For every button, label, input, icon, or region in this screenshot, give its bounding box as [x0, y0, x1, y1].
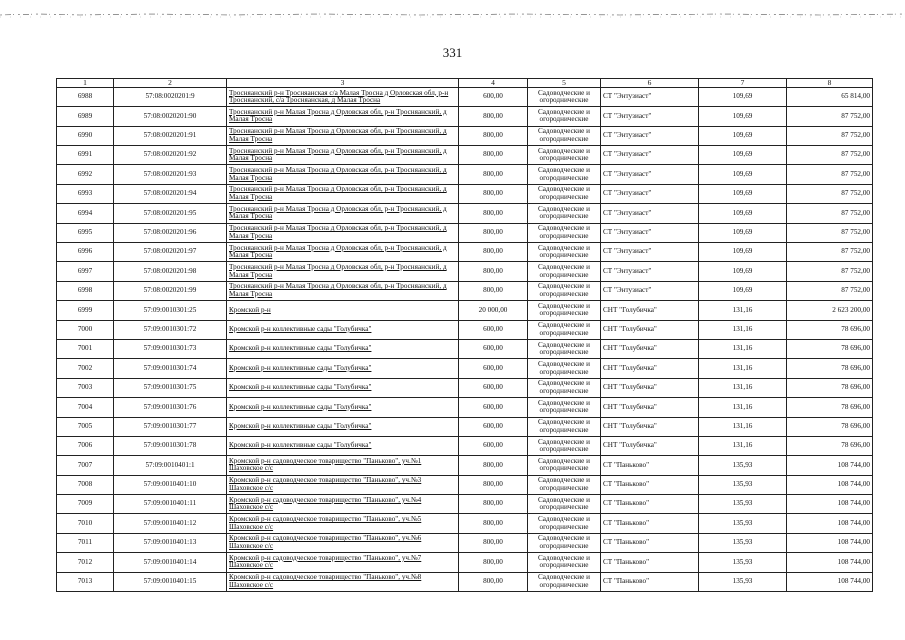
row-number-cell: 6989	[57, 107, 114, 126]
owner-cell: СТ "Энтузиаст"	[601, 243, 699, 262]
cadastral-number-cell: 57:09:0010301:76	[114, 398, 227, 417]
owner-cell: СТ "Энтузиаст"	[601, 126, 699, 145]
owner-cell: СТ "Паньково"	[601, 572, 699, 591]
specific-value-cell: 109,69	[699, 281, 787, 300]
cadastral-value-cell: 78 696,00	[787, 398, 873, 417]
address-cell: Кромской р-н коллективные сады "Голубичка"	[227, 436, 459, 455]
owner-cell: СНТ "Голубичка"	[601, 378, 699, 397]
specific-value-cell: 109,69	[699, 204, 787, 223]
row-number-cell: 6990	[57, 126, 114, 145]
area-cell: 800,00	[459, 204, 528, 223]
land-use-category-cell: Садоводческие и огороднические	[528, 107, 601, 126]
area-cell: 600,00	[459, 378, 528, 397]
cadastral-number-cell: 57:09:0010401:13	[114, 533, 227, 552]
cadastral-value-cell: 87 752,00	[787, 107, 873, 126]
address-cell: Кромской р-н коллективные сады "Голубичка"	[227, 359, 459, 378]
area-cell: 800,00	[459, 223, 528, 242]
specific-value-cell: 135,93	[699, 475, 787, 494]
row-number-cell: 6995	[57, 223, 114, 242]
row-number-cell: 7002	[57, 359, 114, 378]
specific-value-cell: 109,69	[699, 262, 787, 281]
owner-cell: СТ "Энтузиаст"	[601, 184, 699, 203]
row-number-cell: 7011	[57, 533, 114, 552]
land-use-category-cell: Садоводческие и огороднические	[528, 514, 601, 533]
specific-value-cell: 131,16	[699, 398, 787, 417]
area-cell: 600,00	[459, 339, 528, 358]
table-row	[57, 572, 873, 591]
cadastral-value-cell: 87 752,00	[787, 146, 873, 165]
cadastral-number-cell: 57:08:0020201:94	[114, 184, 227, 203]
table-row	[57, 146, 873, 165]
owner-cell: СТ "Энтузиаст"	[601, 223, 699, 242]
column-number-4: 4	[459, 79, 528, 88]
land-use-category-cell: Садоводческие и огороднические	[528, 146, 601, 165]
land-use-category-cell: Садоводческие и огороднические	[528, 572, 601, 591]
owner-cell: СНТ "Голубичка"	[601, 417, 699, 436]
specific-value-cell: 109,69	[699, 184, 787, 203]
area-cell: 800,00	[459, 514, 528, 533]
owner-cell: СТ "Энтузиаст"	[601, 107, 699, 126]
table-row	[57, 107, 873, 126]
land-use-category-cell: Садоводческие и огороднические	[528, 533, 601, 552]
address-cell: Кромской р-н садоводческое товарищество "Паньково", уч.№8 Шаховское с/с	[227, 572, 459, 591]
specific-value-cell: 131,16	[699, 359, 787, 378]
table-row	[57, 533, 873, 552]
specific-value-cell: 109,69	[699, 146, 787, 165]
address-cell: Тросняанский р-н Малая Тросна д Орловская обл, р-н Тросняанский, д Малая Тросна	[227, 126, 459, 145]
scan-artifact-line	[0, 6, 905, 20]
land-use-category-cell: Садоводческие и огороднические	[528, 184, 601, 203]
cadastral-value-cell: 108 744,00	[787, 572, 873, 591]
land-use-category-cell: Садоводческие и огороднические	[528, 475, 601, 494]
land-use-category-cell: Садоводческие и огороднические	[528, 87, 601, 106]
specific-value-cell: 131,16	[699, 436, 787, 455]
row-number-cell: 7010	[57, 514, 114, 533]
table-row	[57, 204, 873, 223]
specific-value-cell: 131,16	[699, 301, 787, 320]
row-number-cell: 6993	[57, 184, 114, 203]
address-cell: Тросняанский р-н Малая Тросна д Орловская обл, р-н Тросняанский, д Малая Тросна	[227, 281, 459, 300]
owner-cell: СТ "Энтузиаст"	[601, 262, 699, 281]
address-cell: Кромской р-н	[227, 301, 459, 320]
cadastral-number-cell: 57:09:0010301:77	[114, 417, 227, 436]
cadastral-value-cell: 108 744,00	[787, 514, 873, 533]
row-number-cell: 6996	[57, 243, 114, 262]
area-cell: 800,00	[459, 184, 528, 203]
cadastral-number-cell: 57:09:0010301:25	[114, 301, 227, 320]
address-cell: Кромской р-н садоводческое товарищество "Паньково", уч.№4 Шаховское с/с	[227, 495, 459, 514]
area-cell: 800,00	[459, 553, 528, 572]
owner-cell: СТ "Паньково"	[601, 533, 699, 552]
address-cell: Кромской р-н коллективные сады "Голубичка"	[227, 320, 459, 339]
cadastral-number-cell: 57:08:0020201:99	[114, 281, 227, 300]
land-use-category-cell: Садоводческие и огороднические	[528, 320, 601, 339]
cadastral-value-cell: 87 752,00	[787, 184, 873, 203]
area-cell: 800,00	[459, 146, 528, 165]
address-cell: Тросняанский р-н Малая Тросна д Орловская обл, р-н Тросняанский, д Малая Тросна	[227, 223, 459, 242]
area-cell: 600,00	[459, 398, 528, 417]
land-use-category-cell: Садоводческие и огороднические	[528, 436, 601, 455]
address-cell: Кромской р-н садоводческое товарищество "Паньково", уч.№1 Шаховское с/с	[227, 456, 459, 475]
area-cell: 600,00	[459, 436, 528, 455]
address-cell: Тросняанский р-н Малая Тросна д Орловская обл, р-н Тросняанский, д Малая Тросна	[227, 204, 459, 223]
cadastral-value-cell: 108 744,00	[787, 533, 873, 552]
cadastral-number-cell: 57:09:0010401:11	[114, 495, 227, 514]
row-number-cell: 6999	[57, 301, 114, 320]
cadastral-number-cell: 57:09:0010401:15	[114, 572, 227, 591]
cadastral-number-cell: 57:09:0010401:14	[114, 553, 227, 572]
cadastral-value-cell: 108 744,00	[787, 475, 873, 494]
address-cell: Тросняанский р-н Малая Тросна д Орловская обл, р-н Тросняанский, д Малая Тросна	[227, 262, 459, 281]
cadastral-value-cell: 87 752,00	[787, 126, 873, 145]
cadastral-value-cell: 108 744,00	[787, 456, 873, 475]
area-cell: 600,00	[459, 417, 528, 436]
column-number-8: 8	[787, 79, 873, 88]
specific-value-cell: 109,69	[699, 223, 787, 242]
table-row	[57, 243, 873, 262]
cadastral-value-cell: 78 696,00	[787, 359, 873, 378]
area-cell: 20 000,00	[459, 301, 528, 320]
cadastral-value-cell: 87 752,00	[787, 281, 873, 300]
specific-value-cell: 135,93	[699, 533, 787, 552]
table-body	[57, 87, 873, 591]
land-use-category-cell: Садоводческие и огороднические	[528, 553, 601, 572]
row-number-cell: 7013	[57, 572, 114, 591]
row-number-cell: 6994	[57, 204, 114, 223]
row-number-cell: 6998	[57, 281, 114, 300]
land-use-category-cell: Садоводческие и огороднические	[528, 262, 601, 281]
table-row	[57, 378, 873, 397]
specific-value-cell: 131,16	[699, 320, 787, 339]
specific-value-cell: 109,69	[699, 126, 787, 145]
owner-cell: СНТ "Голубичка"	[601, 339, 699, 358]
cadastral-value-cell: 78 696,00	[787, 436, 873, 455]
specific-value-cell: 135,93	[699, 456, 787, 475]
area-cell: 800,00	[459, 243, 528, 262]
cadastral-number-cell: 57:09:0010401:1	[114, 456, 227, 475]
address-cell: Тросняанский р-н Тросняанская с/а Малая Тросна д Орловская обл, р-н Тросняанский, с/а Тросняанская, д Малая Тросна	[227, 87, 459, 106]
cadastral-number-cell: 57:09:0010301:75	[114, 378, 227, 397]
row-number-cell: 6992	[57, 165, 114, 184]
column-number-1: 1	[57, 79, 114, 88]
owner-cell: СТ "Паньково"	[601, 475, 699, 494]
cadastral-number-cell: 57:09:0010401:12	[114, 514, 227, 533]
owner-cell: СНТ "Голубичка"	[601, 359, 699, 378]
cadastral-number-cell: 57:08:0020201:93	[114, 165, 227, 184]
address-cell: Кромской р-н садоводческое товарищество "Паньково", уч.№6 Шаховское с/с	[227, 533, 459, 552]
area-cell: 600,00	[459, 320, 528, 339]
specific-value-cell: 131,16	[699, 339, 787, 358]
cadastral-value-cell: 108 744,00	[787, 495, 873, 514]
land-registry-table	[56, 78, 873, 592]
column-number-7: 7	[699, 79, 787, 88]
address-cell: Кромской р-н коллективные сады "Голубичка"	[227, 378, 459, 397]
row-number-cell: 7008	[57, 475, 114, 494]
land-use-category-cell: Садоводческие и огороднические	[528, 223, 601, 242]
row-number-cell: 7000	[57, 320, 114, 339]
cadastral-number-cell: 57:08:0020201:92	[114, 146, 227, 165]
land-use-category-cell: Садоводческие и огороднические	[528, 301, 601, 320]
row-number-cell: 7006	[57, 436, 114, 455]
address-cell: Тросняанский р-н Малая Тросна д Орловская обл, р-н Тросняанский, д Малая Тросна	[227, 243, 459, 262]
row-number-cell: 7005	[57, 417, 114, 436]
column-number-6: 6	[601, 79, 699, 88]
cadastral-number-cell: 57:08:0020201:98	[114, 262, 227, 281]
area-cell: 800,00	[459, 107, 528, 126]
area-cell: 800,00	[459, 475, 528, 494]
specific-value-cell: 109,69	[699, 87, 787, 106]
area-cell: 800,00	[459, 456, 528, 475]
column-number-2: 2	[114, 79, 227, 88]
owner-cell: СНТ "Голубичка"	[601, 301, 699, 320]
cadastral-number-cell: 57:08:0020201:95	[114, 204, 227, 223]
address-cell: Кромской р-н садоводческое товарищество "Паньково", уч.№5 Шаховское с/с	[227, 514, 459, 533]
specific-value-cell: 135,93	[699, 553, 787, 572]
table-row	[57, 262, 873, 281]
specific-value-cell: 109,69	[699, 165, 787, 184]
address-cell: Кромской р-н коллективные сады "Голубичка"	[227, 417, 459, 436]
cadastral-value-cell: 87 752,00	[787, 204, 873, 223]
owner-cell: СТ "Энтузиаст"	[601, 165, 699, 184]
table-row	[57, 301, 873, 320]
address-cell: Кромской р-н коллективные сады "Голубичка"	[227, 398, 459, 417]
land-use-category-cell: Садоводческие и огороднические	[528, 126, 601, 145]
specific-value-cell: 131,16	[699, 417, 787, 436]
land-use-category-cell: Садоводческие и огороднические	[528, 243, 601, 262]
cadastral-value-cell: 65 814,00	[787, 87, 873, 106]
table-row	[57, 553, 873, 572]
table-row	[57, 495, 873, 514]
area-cell: 600,00	[459, 87, 528, 106]
table-row	[57, 320, 873, 339]
address-cell: Тросняанский р-н Малая Тросна д Орловская обл, р-н Тросняанский, д Малая Тросна	[227, 165, 459, 184]
cadastral-value-cell: 2 623 200,00	[787, 301, 873, 320]
cadastral-value-cell: 87 752,00	[787, 165, 873, 184]
owner-cell: СТ "Энтузиаст"	[601, 204, 699, 223]
specific-value-cell: 135,93	[699, 572, 787, 591]
cadastral-number-cell: 57:08:0020201:97	[114, 243, 227, 262]
address-cell: Тросняанский р-н Малая Тросна д Орловская обл, р-н Тросняанский, д Малая Тросна	[227, 107, 459, 126]
address-cell: Кромской р-н садоводческое товарищество "Паньково", уч.№3 Шаховское с/с	[227, 475, 459, 494]
table-row	[57, 281, 873, 300]
table-row	[57, 475, 873, 494]
table-row	[57, 126, 873, 145]
address-cell: Тросняанский р-н Малая Тросна д Орловская обл, р-н Тросняанский, д Малая Тросна	[227, 146, 459, 165]
specific-value-cell: 109,69	[699, 243, 787, 262]
row-number-cell: 6988	[57, 87, 114, 106]
row-number-cell: 7007	[57, 456, 114, 475]
cadastral-value-cell: 78 696,00	[787, 320, 873, 339]
column-number-header-row	[57, 79, 873, 88]
cadastral-number-cell: 57:08:0020201:90	[114, 107, 227, 126]
area-cell: 800,00	[459, 126, 528, 145]
land-use-category-cell: Садоводческие и огороднические	[528, 204, 601, 223]
cadastral-value-cell: 78 696,00	[787, 339, 873, 358]
area-cell: 800,00	[459, 165, 528, 184]
cadastral-number-cell: 57:09:0010401:10	[114, 475, 227, 494]
area-cell: 600,00	[459, 359, 528, 378]
owner-cell: СТ "Паньково"	[601, 553, 699, 572]
table-row	[57, 184, 873, 203]
table-row	[57, 417, 873, 436]
land-use-category-cell: Садоводческие и огороднические	[528, 339, 601, 358]
cadastral-number-cell: 57:09:0010301:74	[114, 359, 227, 378]
cadastral-value-cell: 87 752,00	[787, 243, 873, 262]
area-cell: 800,00	[459, 281, 528, 300]
cadastral-number-cell: 57:08:0020201:91	[114, 126, 227, 145]
area-cell: 800,00	[459, 262, 528, 281]
address-cell: Тросняанский р-н Малая Тросна д Орловская обл, р-н Тросняанский, д Малая Тросна	[227, 184, 459, 203]
owner-cell: СНТ "Голубичка"	[601, 398, 699, 417]
owner-cell: СТ "Энтузиаст"	[601, 146, 699, 165]
owner-cell: СТ "Энтузиаст"	[601, 281, 699, 300]
table-row	[57, 223, 873, 242]
land-use-category-cell: Садоводческие и огороднические	[528, 417, 601, 436]
owner-cell: СНТ "Голубичка"	[601, 436, 699, 455]
land-use-category-cell: Садоводческие и огороднические	[528, 165, 601, 184]
area-cell: 800,00	[459, 495, 528, 514]
owner-cell: СТ "Энтузиаст"	[601, 87, 699, 106]
row-number-cell: 6997	[57, 262, 114, 281]
specific-value-cell: 109,69	[699, 107, 787, 126]
owner-cell: СНТ "Голубичка"	[601, 320, 699, 339]
table-row	[57, 436, 873, 455]
cadastral-number-cell: 57:08:0020201:96	[114, 223, 227, 242]
row-number-cell: 7012	[57, 553, 114, 572]
specific-value-cell: 131,16	[699, 378, 787, 397]
table-row	[57, 398, 873, 417]
table-row	[57, 359, 873, 378]
table-row	[57, 456, 873, 475]
column-number-5: 5	[528, 79, 601, 88]
cadastral-value-cell: 87 752,00	[787, 223, 873, 242]
owner-cell: СТ "Паньково"	[601, 514, 699, 533]
cadastral-value-cell: 108 744,00	[787, 553, 873, 572]
row-number-cell: 6991	[57, 146, 114, 165]
land-use-category-cell: Садоводческие и огороднические	[528, 398, 601, 417]
table-row	[57, 339, 873, 358]
land-use-category-cell: Садоводческие и огороднические	[528, 456, 601, 475]
land-use-category-cell: Садоводческие и огороднические	[528, 378, 601, 397]
column-number-3: 3	[227, 79, 459, 88]
row-number-cell: 7003	[57, 378, 114, 397]
table-row	[57, 514, 873, 533]
land-use-category-cell: Садоводческие и огороднические	[528, 495, 601, 514]
owner-cell: СТ "Паньково"	[601, 456, 699, 475]
address-cell: Кромской р-н садоводческое товарищество "Паньково", уч.№7 Шаховское с/с	[227, 553, 459, 572]
cadastral-number-cell: 57:09:0010301:72	[114, 320, 227, 339]
land-use-category-cell: Садоводческие и огороднические	[528, 359, 601, 378]
address-cell: Кромской р-н коллективные сады "Голубичка"	[227, 339, 459, 358]
cadastral-number-cell: 57:08:0020201:9	[114, 87, 227, 106]
table-row	[57, 165, 873, 184]
area-cell: 800,00	[459, 533, 528, 552]
specific-value-cell: 135,93	[699, 495, 787, 514]
page-number: 331	[442, 45, 463, 60]
area-cell: 800,00	[459, 572, 528, 591]
land-use-category-cell: Садоводческие и огороднические	[528, 281, 601, 300]
cadastral-number-cell: 57:09:0010301:73	[114, 339, 227, 358]
row-number-cell: 7001	[57, 339, 114, 358]
cadastral-number-cell: 57:09:0010301:78	[114, 436, 227, 455]
cadastral-value-cell: 78 696,00	[787, 378, 873, 397]
cadastral-value-cell: 87 752,00	[787, 262, 873, 281]
row-number-cell: 7004	[57, 398, 114, 417]
specific-value-cell: 135,93	[699, 514, 787, 533]
cadastral-value-cell: 78 696,00	[787, 417, 873, 436]
table-row	[57, 87, 873, 106]
row-number-cell: 7009	[57, 495, 114, 514]
owner-cell: СТ "Паньково"	[601, 495, 699, 514]
